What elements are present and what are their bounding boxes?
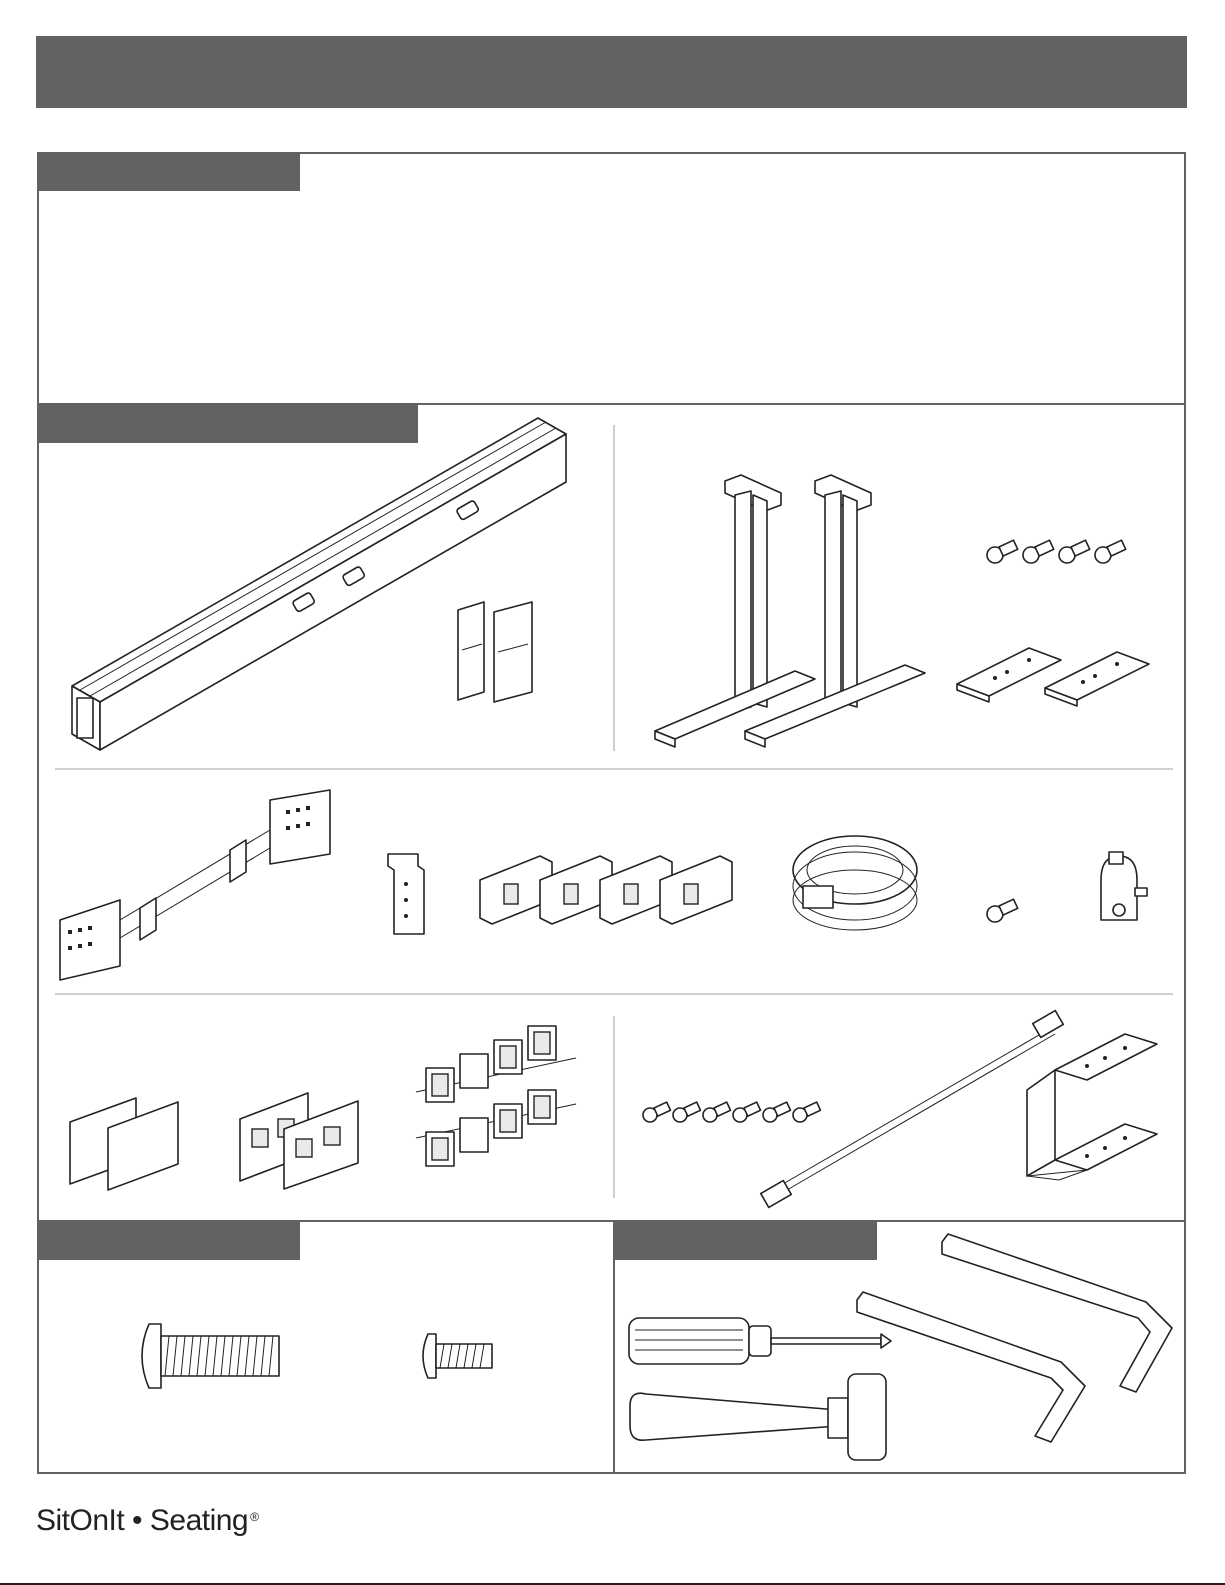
screw-icon [985,535,1135,575]
leg-icon [655,475,945,765]
screw-icon [418,1332,498,1382]
u-bracket-icon [1025,1030,1165,1180]
cover-plate-icon [68,1090,198,1190]
bracket-icon [382,850,432,940]
hex-key-icon [940,1232,1190,1402]
divider [613,425,615,751]
section-tab-1 [38,153,300,191]
screw-icon [985,900,1025,930]
header-banner [36,36,1187,108]
connector-icon [480,840,770,940]
section-tab-4 [615,1222,877,1260]
end-cap-icon [450,600,550,710]
cable-coil-icon [785,820,925,940]
divider [613,1016,615,1198]
data-insert-icon [416,1012,576,1192]
faceplate-icon [238,1085,368,1185]
divider [55,993,1173,995]
plate-icon [955,640,1155,720]
section-tab-3 [38,1222,300,1260]
screw-icon [135,1322,285,1392]
clamp-icon [1095,850,1155,940]
power-module-icon [60,790,340,980]
mallet-icon [628,1372,888,1462]
divider [55,768,1173,770]
company-logo: SitOnIt • Seating ® [36,1504,259,1537]
